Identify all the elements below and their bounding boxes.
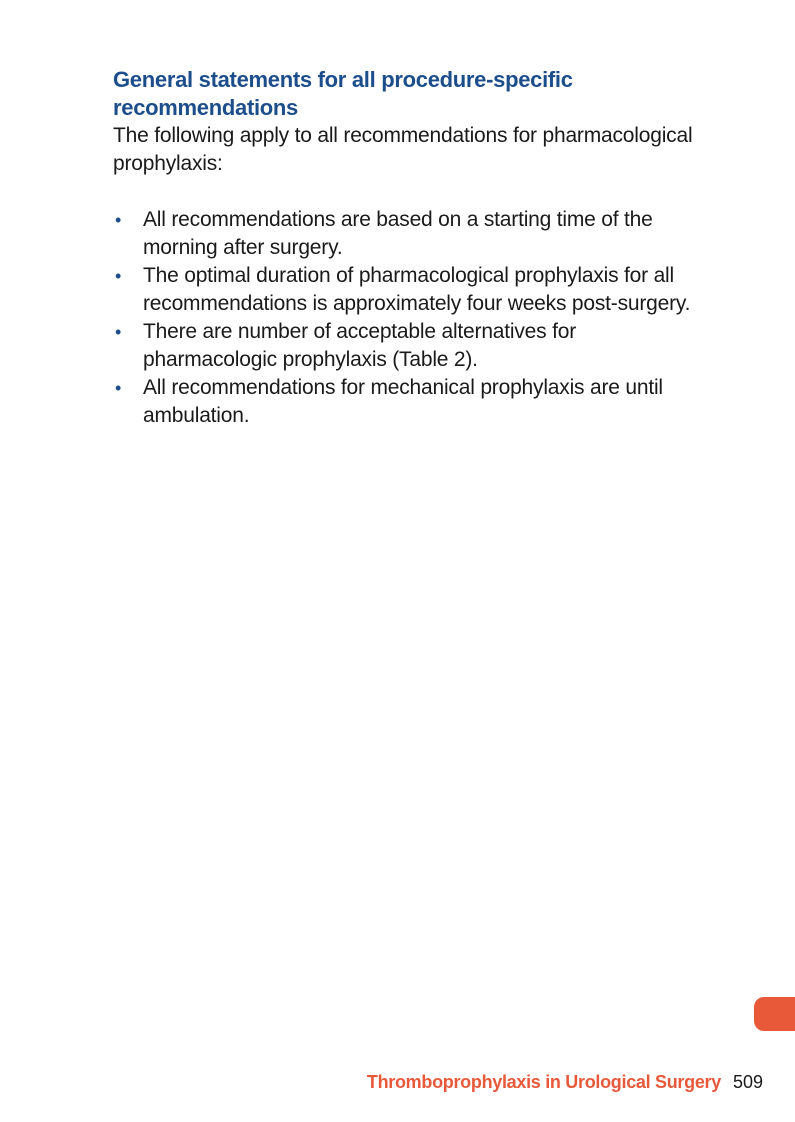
bullet-text: All recommendations for mechanical prophylaxis are until ambulation.	[143, 376, 663, 427]
chapter-tab-marker	[754, 997, 795, 1031]
bullet-text: All recommendations are based on a starting time of the morning after surgery.	[143, 208, 653, 259]
bullet-icon: •	[115, 378, 122, 398]
bullet-item	[113, 262, 713, 318]
page-number: 509	[732, 1072, 763, 1092]
main-content	[113, 66, 713, 430]
section-heading: General statements for all procedure-specific recommendations	[113, 67, 573, 120]
bullet-item	[113, 318, 713, 374]
bullet-icon: •	[115, 266, 122, 286]
bullet-list	[113, 206, 713, 430]
bullet-text: There are number of acceptable alternatives for pharmacologic prophylaxis (Table 2).	[143, 320, 577, 371]
intro-paragraph: The following apply to all recommendations for pharmacological prophylaxis:	[113, 124, 693, 175]
page-footer	[367, 1072, 763, 1100]
bullet-text: The optimal duration of pharmacological prophylaxis for all recommendations is approximately four weeks post-surgery.	[143, 264, 691, 315]
bullet-icon: •	[115, 322, 122, 342]
bullet-item	[113, 374, 713, 430]
footer-chapter-title: Thromboprophylaxis in Urological Surgery	[366, 1072, 721, 1092]
bullet-item	[113, 206, 713, 262]
bullet-icon: •	[115, 210, 122, 230]
